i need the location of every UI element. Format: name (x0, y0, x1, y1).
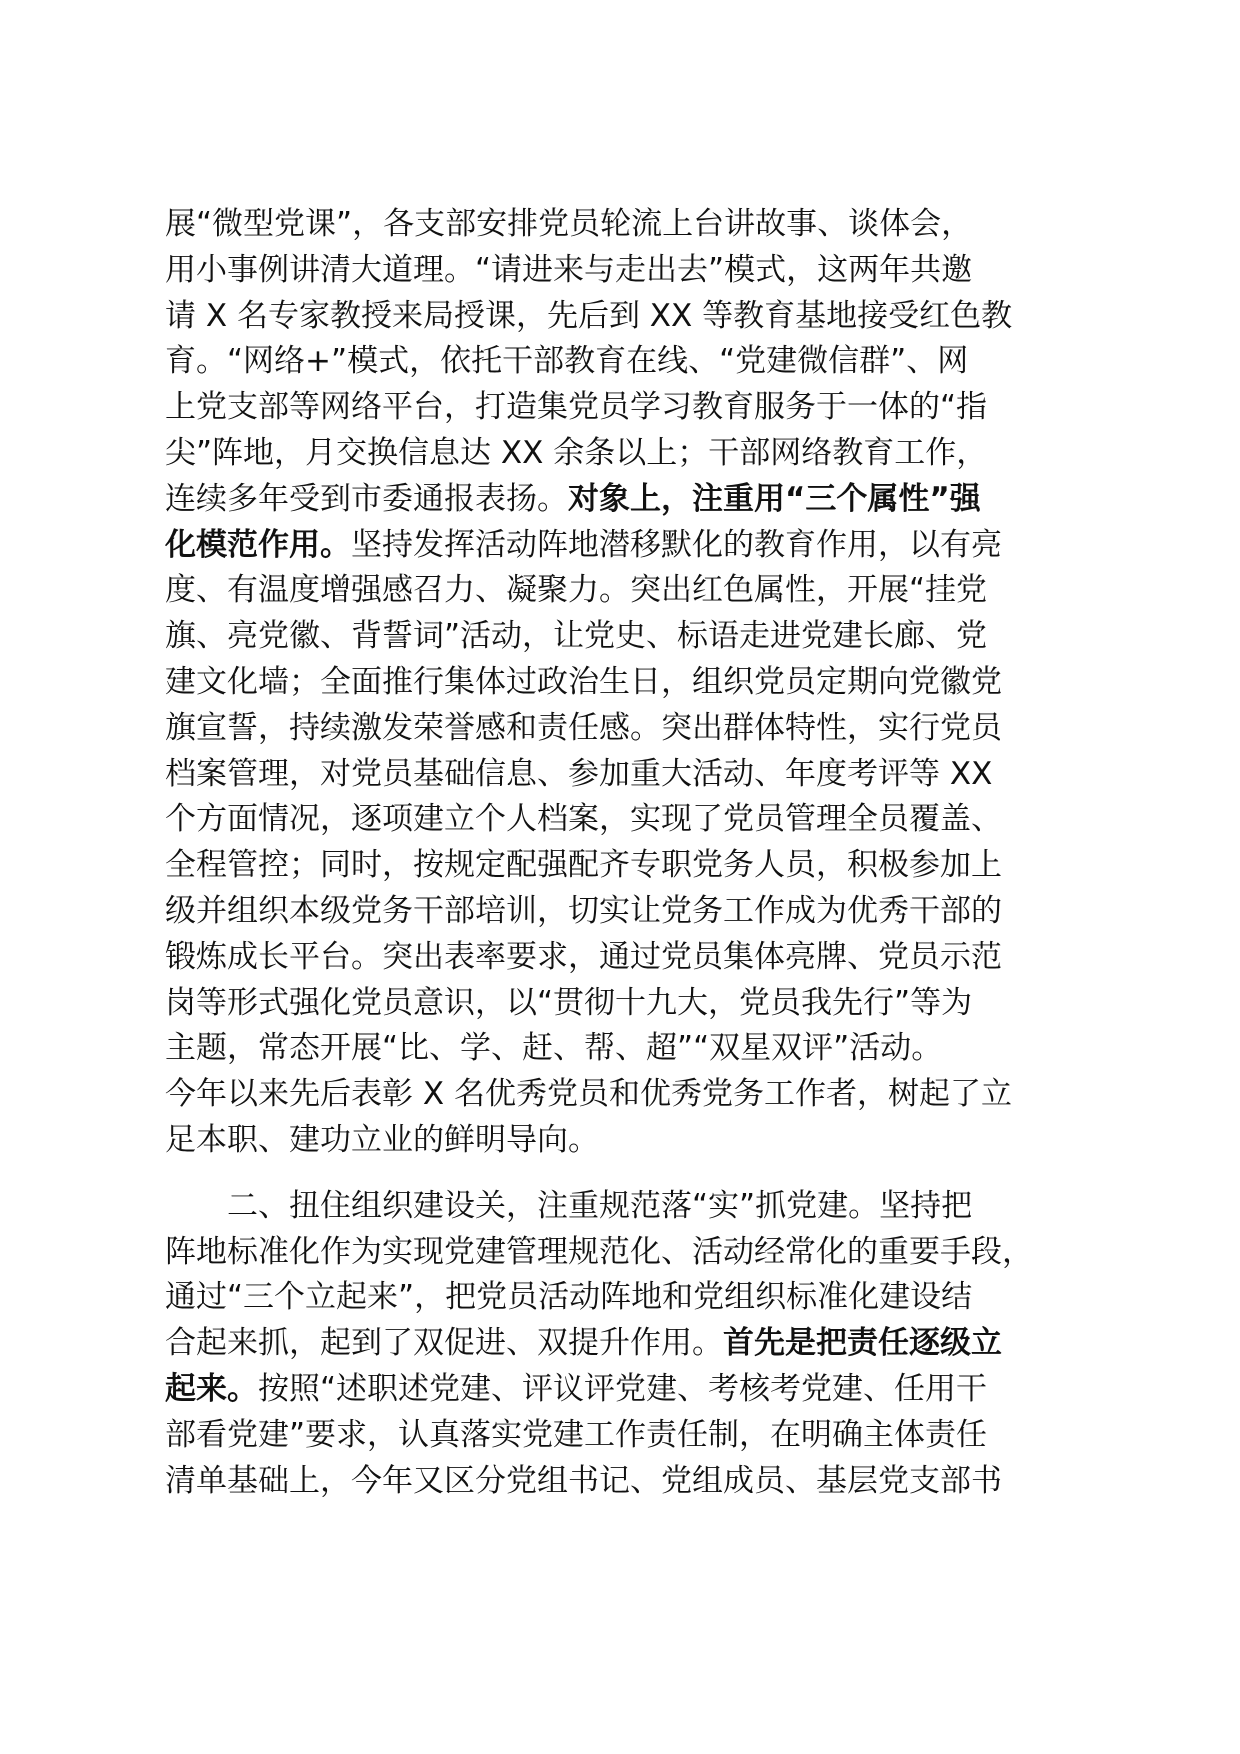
paragraph-gap (165, 1164, 1080, 1184)
text-run: 按照“述职述党建、评议评党建、考核考党建、任用干 (258, 1370, 988, 1407)
text-line: 全程管控；同时，按规定配强配齐专职党务人员，积极参加上 (165, 847, 1002, 884)
text-line (165, 477, 1080, 523)
text-line: 二、扭住组织建设关，注重规范落“实”抓党建。坚持把 (227, 1187, 973, 1224)
text-line: 部看党建”要求，认真落实党建工作责任制，在明确主体责任 (165, 1416, 988, 1453)
text-line: 建文化墙；全面推行集体过政治生日，组织党员定期向党徽党 (165, 663, 1002, 700)
text-line: 用小事例讲清大道理。“请进来与走出去”模式，这两年共邀 (165, 251, 973, 288)
text-line: 岗等形式强化党员意识，以“贯彻十九大，党员我先行”等为 (165, 984, 973, 1021)
text-line: 锻炼成长平台。突出表率要求，通过党员集体亮牌、党员示范 (165, 938, 1002, 975)
document-body (165, 202, 1080, 1504)
text-line: 旗宣誓，持续激发荣誉感和责任感。突出群体特性，实行党员 (165, 709, 1002, 746)
text-line: 度、有温度增强感召力、凝聚力。突出红色属性，开展“挂党 (165, 572, 988, 609)
text-line (165, 1321, 1080, 1367)
text-line: 阵地标准化作为实现党建管理规范化、活动经常化的重要手段， (165, 1233, 1033, 1270)
text-line: 通过“三个立起来”，把党员活动阵地和党组织标准化建设结 (165, 1279, 973, 1316)
text-run: 连续多年受到市委通报表扬。 (165, 480, 568, 517)
text-line (165, 1367, 1080, 1413)
text-line: 今年以来先后表彰 X 名优秀党员和优秀党务工作者，树起了立 (165, 1076, 1012, 1113)
text-run: 坚持发挥活动阵地潜移默化的教育作用，以有亮 (351, 526, 1002, 563)
text-run: 合起来抓，起到了双促进、双提升作用。 (165, 1325, 723, 1362)
text-line: 旗、亮党徽、背誓词”活动，让党史、标语走进党建长廊、党 (165, 618, 988, 655)
bold-heading-run: 首先是把责任逐级立 (723, 1325, 1002, 1362)
text-line: 个方面情况，逐项建立个人档案，实现了党员管理全员覆盖、 (165, 801, 1002, 838)
text-line: 足本职、建功立业的鲜明导向。 (165, 1121, 599, 1158)
bold-heading-run: 化模范作用。 (165, 526, 351, 563)
text-line: 展“微型党课”，各支部安排党员轮流上台讲故事、谈体会， (165, 206, 973, 242)
text-line: 上党支部等网络平台，打造集党员学习教育服务于一体的“指 (165, 389, 988, 426)
text-line: 主题，常态开展“比、学、赶、帮、超”“双星双评”活动。 (165, 1030, 943, 1067)
text-line: 育。“网络+”模式，依托干部教育在线、“党建微信群”、网 (165, 343, 969, 380)
bold-heading-run: 起来。 (165, 1370, 258, 1407)
bold-heading-run: 对象上，注重用“三个属性”强 (568, 480, 981, 517)
text-line: 级并组织本级党务干部培训，切实让党务工作成为优秀干部的 (165, 892, 1002, 929)
text-line: 清单基础上，今年又区分党组书记、党组成员、基层党支部书 (165, 1462, 1002, 1499)
text-line (165, 523, 1080, 569)
text-line: 请 X 名专家教授来局授课，先后到 XX 等教育基地接受红色教 (165, 297, 1013, 334)
text-line: 档案管理，对党员基础信息、参加重大活动、年度考评等 XX (165, 755, 993, 792)
text-line: 尖”阵地，月交换信息达 XX 余条以上；干部网络教育工作， (165, 434, 988, 471)
